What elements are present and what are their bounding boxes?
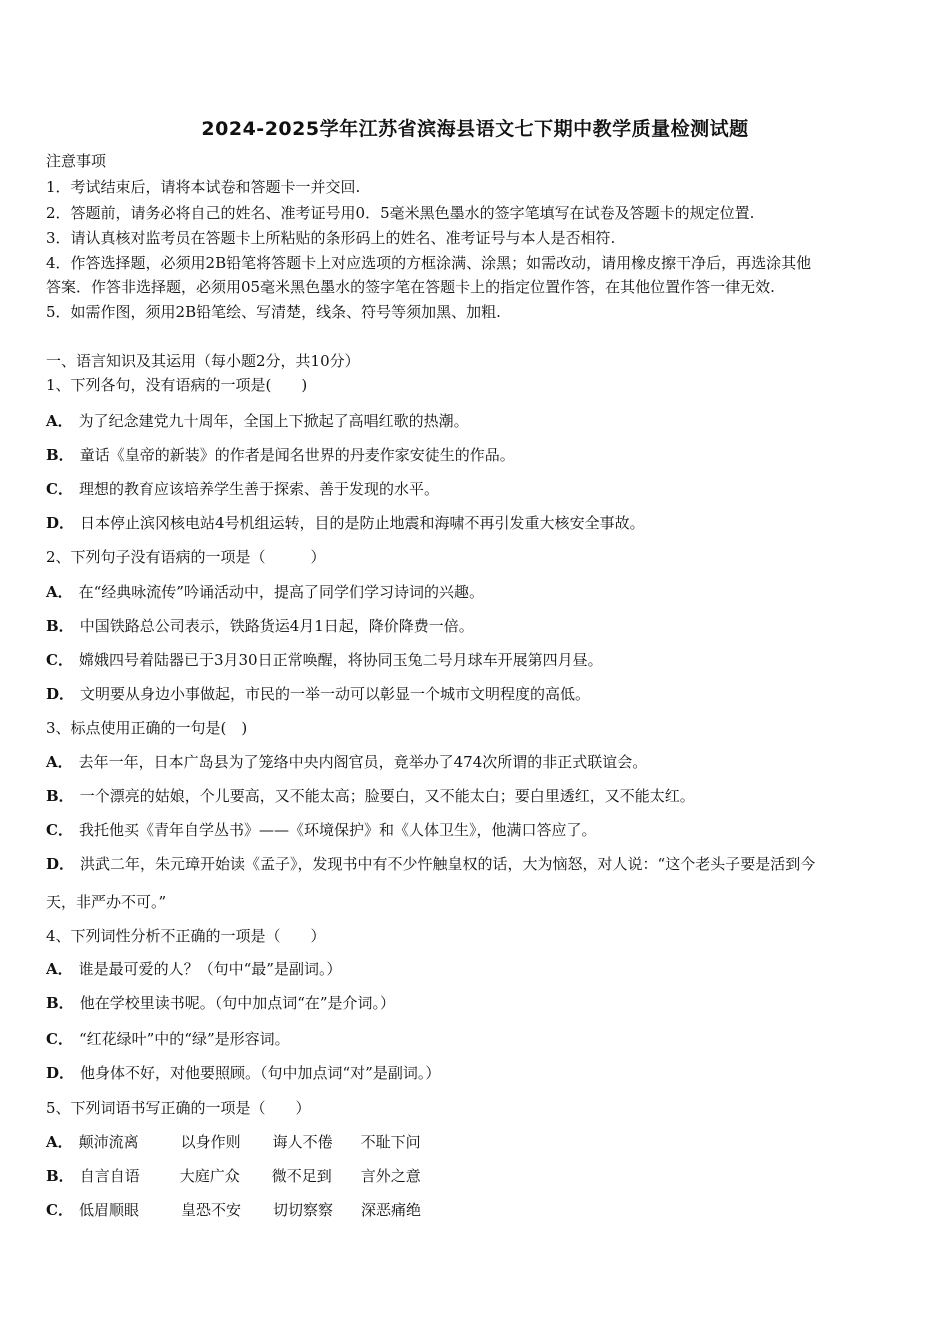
- option-d: [46, 854, 815, 874]
- option-text: 在“经典咏流传”吟诵活动中，提高了同学们学习诗词的兴趣。: [78, 583, 484, 601]
- option-label: B．: [46, 617, 74, 635]
- option-a: [46, 411, 469, 431]
- option-text: 谁是最可爱的人？（句中“最”是副词。）: [78, 960, 342, 978]
- word: 切切察察: [272, 1201, 333, 1219]
- option-label: D．: [46, 685, 75, 703]
- option-label: C．: [46, 1201, 73, 1219]
- note-item: 5．如需作图，须用2B铅笔绘、写清楚，线条、符号等须加黑、加粗.: [46, 303, 501, 321]
- option-label: B．: [46, 1167, 74, 1185]
- option-text: 洪武二年，朱元璋开始读《孟子》，发现书中有不少忤触皇权的话，大为恼怒，对人说：“这个老头子要是活到今: [80, 855, 816, 873]
- option-b: [46, 1166, 421, 1186]
- option-label: A．: [46, 583, 73, 601]
- word: 自言自语: [79, 1167, 140, 1185]
- option-label: D．: [46, 855, 75, 873]
- notes-heading: 注意事项: [46, 152, 107, 170]
- question-stem: 2、下列句子没有语病的一项是（ ）: [46, 548, 326, 566]
- question-stem: 3、标点使用正确的一句是( ): [46, 719, 248, 737]
- word: 低眉顺眼: [78, 1201, 139, 1219]
- option-a: [46, 752, 647, 772]
- note-item: 答案．作答非选择题，必须用05毫米黑色墨水的签字笔在答题卡上的指定位置作答，在其他位置作答一律无效.: [46, 278, 775, 296]
- option-text: 日本停止滨冈核电站4号机组运转，目的是防止地震和海啸不再引发重大核安全事故。: [80, 514, 645, 532]
- page-title: 2024-2025学年江苏省滨海县语文七下期中教学质量检测试题: [201, 118, 749, 140]
- option-label: A．: [46, 960, 73, 978]
- option-b: [46, 616, 474, 636]
- option-text: 我托他买《青年自学丛书》——《环境保护》和《人体卫生》，他满口答应了。: [78, 821, 597, 839]
- option-label: C．: [46, 651, 73, 669]
- option-label: D．: [46, 1064, 75, 1082]
- option-label: B．: [46, 446, 74, 464]
- option-text: 他在学校里读书呢。（句中加点词“在”是介词。）: [79, 994, 396, 1012]
- word: 皇恐不安: [180, 1201, 241, 1219]
- option-c: [46, 650, 603, 670]
- word: 不耻下问: [360, 1133, 421, 1151]
- word: 大庭广众: [179, 1167, 240, 1185]
- word: 颠沛流离: [78, 1133, 139, 1151]
- option-text: 去年一年，日本广岛县为了笼络中央内阁官员，竟举办了474次所谓的非正式联谊会。: [78, 753, 648, 771]
- option-label: C．: [46, 821, 73, 839]
- option-label: B．: [46, 994, 74, 1012]
- question-stem: 4、下列词性分析不正确的一项是（ ）: [46, 927, 326, 945]
- word: 深恶痛绝: [360, 1201, 421, 1219]
- option-text: 为了纪念建党九十周年，全国上下掀起了高唱红歌的热潮。: [78, 412, 469, 430]
- option-d: [46, 1063, 440, 1083]
- option-d-continuation: 天，非严办不可。”: [46, 893, 167, 911]
- option-label: C．: [46, 1030, 73, 1048]
- option-b: [46, 786, 695, 806]
- note-item: 2．答题前，请务必将自己的姓名、准考证号用0．5毫米黑色墨水的签字笔填写在试卷及答题卡的规定位置.: [46, 204, 755, 222]
- word: 言外之意: [360, 1167, 421, 1185]
- option-text: 嫦娥四号着陆器已于3月30日正常唤醒，将协同玉兔二号月球车开展第四月昼。: [78, 651, 603, 669]
- option-text: 一个漂亮的姑娘，个儿要高，又不能太高；脸要白，又不能太白；要白里透红，又不能太红。: [79, 787, 695, 805]
- option-text: 中国铁路总公司表示，铁路货运4月1日起，降价降费一倍。: [79, 617, 474, 635]
- word: 以身作则: [180, 1133, 241, 1151]
- question-stem: 1、下列各句，没有语病的一项是( ): [46, 376, 308, 394]
- option-label: A．: [46, 1133, 73, 1151]
- option-text: 理想的教育应该培养学生善于探索、善于发现的水平。: [78, 480, 439, 498]
- option-label: C．: [46, 480, 73, 498]
- option-text: 他身体不好，对他要照顾。（句中加点词“对”是副词。）: [80, 1064, 441, 1082]
- option-label: D．: [46, 514, 75, 532]
- option-d: [46, 684, 590, 704]
- option-c: [46, 1200, 421, 1220]
- option-b: [46, 993, 395, 1013]
- note-item: 3．请认真核对监考员在答题卡上所粘贴的条形码上的姓名、准考证号与本人是否相符.: [46, 229, 616, 247]
- option-d: [46, 513, 645, 533]
- word: 诲人不倦: [272, 1133, 333, 1151]
- option-a: [46, 582, 484, 602]
- note-item: 4．作答选择题，必须用2B铅笔将答题卡上对应选项的方框涂满、涂黑；如需改动，请用橡皮擦干净后，再选涂其他: [46, 254, 812, 272]
- option-c: [46, 1029, 290, 1049]
- option-text: 童话《皇帝的新装》的作者是闻名世界的丹麦作家安徒生的作品。: [79, 446, 515, 464]
- option-label: A．: [46, 753, 73, 771]
- option-b: [46, 445, 515, 465]
- option-text: “红花绿叶”中的“绿”是形容词。: [78, 1030, 290, 1048]
- option-c: [46, 479, 439, 499]
- option-label: A．: [46, 412, 73, 430]
- option-label: B．: [46, 787, 74, 805]
- word: 微不足到: [271, 1167, 332, 1185]
- section-heading: 一、语言知识及其运用（每小题2分，共10分）: [46, 352, 360, 370]
- option-a: [46, 1132, 421, 1152]
- note-item: 1．考试结束后，请将本试卷和答题卡一并交回.: [46, 178, 361, 196]
- option-a: [46, 959, 341, 979]
- option-c: [46, 820, 596, 840]
- question-stem: 5、下列词语书写正确的一项是（ ）: [46, 1099, 311, 1117]
- option-text: 文明要从身边小事做起，市民的一举一动可以彰显一个城市文明程度的高低。: [80, 685, 591, 703]
